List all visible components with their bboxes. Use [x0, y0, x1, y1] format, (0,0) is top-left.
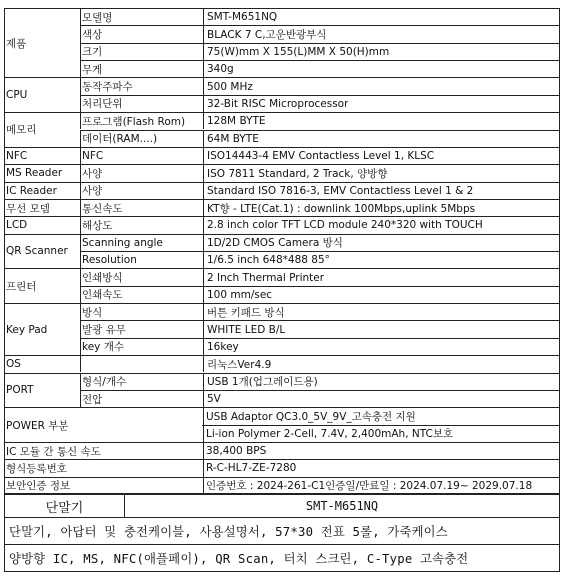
spec-row: [4, 8, 560, 25]
column-divider: [203, 26, 204, 42]
spec-group: MS Reader: [4, 164, 80, 181]
spec-item: 처리단위: [82, 98, 123, 111]
spec-row: [4, 216, 560, 233]
spec-value: 100 mm/sec: [207, 288, 273, 301]
spec-value: Standard ISO 7816-3, EMV Contactless Level 1 & 2: [207, 184, 474, 197]
spec-value: 인증번호 : 2024-261-C1인증일/만료일 : 2024.07.19~ 2029.07.18: [206, 480, 533, 493]
spec-item: 프로그램(Flash Rom): [82, 115, 186, 128]
spec-row: [4, 25, 560, 42]
column-divider: [203, 183, 204, 199]
column-divider: [80, 269, 81, 285]
spec-value: WHITE LED B/L: [207, 323, 286, 336]
spec-row: [4, 199, 560, 216]
spec-group: QR Scanner: [4, 234, 80, 269]
spec-item: 통신속도: [82, 202, 123, 215]
spec-row: [4, 60, 560, 77]
spec-group: PORT: [4, 373, 80, 408]
column-divider: [203, 478, 204, 494]
spec-row: [4, 164, 560, 181]
spec-value: Li-ion Polymer 2-Cell, 7.4V, 2,400mAh, NTC보호: [206, 428, 454, 441]
spec-group: 보안인증 정보: [4, 477, 202, 494]
column-divider: [80, 356, 81, 372]
spec-value: KT향 - LTE(Cat.1) : downlink 100Mbps,uplink 5Mbps: [207, 202, 476, 215]
column-divider: [203, 78, 204, 94]
spec-row: [4, 320, 560, 337]
column-divider: [80, 391, 81, 407]
column-divider: [203, 252, 204, 268]
spec-item: key 개수: [82, 341, 125, 354]
spec-row: [4, 355, 560, 372]
summary-header: [4, 494, 560, 518]
spec-value: 리눅스Ver4.9: [207, 358, 272, 371]
column-divider: [80, 61, 81, 77]
spec-group: 무선 모뎀: [4, 199, 80, 216]
column-divider: [203, 96, 204, 112]
spec-row: [4, 303, 560, 320]
column-divider: [203, 426, 204, 442]
spec-group: IC 모듈 간 통신 속도: [4, 442, 202, 459]
spec-item: 색상: [82, 29, 103, 42]
spec-row: [4, 390, 560, 407]
spec-item: 크기: [82, 46, 103, 59]
spec-group: Key Pad: [4, 303, 80, 355]
spec-value: 32-Bit RISC Microprocessor: [207, 97, 349, 110]
column-divider: [80, 78, 81, 94]
column-divider: [203, 61, 204, 77]
spec-value: BLACK 7 C,고운반광부식: [207, 29, 327, 42]
spec-value: 1/6.5 inch 648*488 85°: [207, 254, 330, 267]
spec-item: NFC: [82, 150, 104, 163]
spec-row: [4, 234, 560, 251]
spec-item: 전압: [82, 393, 103, 406]
spec-value: R-C-HL7-ZE-7280: [206, 462, 297, 475]
column-divider: [203, 287, 204, 303]
spec-group: 메모리: [4, 112, 80, 147]
column-divider: [203, 9, 204, 25]
column-divider: [203, 356, 204, 372]
spec-item: 동작주파수: [82, 81, 133, 94]
column-divider: [80, 321, 81, 337]
spec-item: 방식: [82, 306, 103, 319]
spec-item: 모델명: [82, 11, 113, 24]
spec-value: ISO 7811 Standard, 2 Track, 양방향: [207, 167, 388, 180]
spec-row: [4, 373, 560, 390]
spec-row: [4, 286, 560, 303]
column-divider: [80, 9, 81, 25]
spec-value: 64M BYTE: [207, 132, 259, 145]
spec-group: POWER 부분: [4, 407, 202, 442]
column-divider: [80, 113, 81, 129]
spec-item: 형식/개수: [82, 376, 127, 389]
column-divider: [80, 26, 81, 42]
summary-title: 단말기: [5, 495, 125, 517]
spec-group: 형식등록번호: [4, 459, 202, 476]
column-divider: [203, 408, 204, 424]
column-divider: [80, 183, 81, 199]
column-divider: [80, 339, 81, 355]
spec-row: [4, 95, 560, 112]
spec-item: Resolution: [82, 254, 137, 267]
spec-item: 데이터(RAM....): [82, 133, 158, 146]
spec-group: LCD: [4, 216, 80, 233]
column-divider: [203, 131, 204, 147]
column-divider: [203, 165, 204, 181]
column-divider: [80, 217, 81, 233]
spec-row: [4, 251, 560, 268]
spec-item: 인쇄방식: [82, 272, 123, 285]
column-divider: [80, 252, 81, 268]
column-divider: [203, 391, 204, 407]
summary-model: SMT-M651NQ: [305, 499, 379, 513]
column-divider: [203, 443, 204, 459]
column-divider: [80, 287, 81, 303]
spec-group: CPU: [4, 77, 80, 112]
spec-group: IC Reader: [4, 182, 80, 199]
spec-row: [4, 112, 560, 129]
column-divider: [203, 44, 204, 60]
column-divider: [80, 235, 81, 251]
spec-row: [4, 130, 560, 147]
spec-value: SMT-M651NQ: [207, 11, 278, 24]
column-divider: [203, 148, 204, 164]
column-divider: [80, 374, 81, 390]
spec-value: 2 Inch Thermal Printer: [207, 271, 325, 284]
spec-group: OS: [4, 355, 80, 372]
spec-item: 무게: [82, 63, 103, 76]
column-divider: [80, 148, 81, 164]
spec-value: ISO14443-4 EMV Contactless Level 1, KLSC: [207, 150, 435, 163]
column-divider: [203, 217, 204, 233]
column-divider: [203, 200, 204, 216]
spec-row: [4, 147, 560, 164]
column-divider: [80, 96, 81, 112]
column-divider: [203, 113, 204, 129]
spec-item: Scanning angle: [82, 236, 163, 249]
column-divider: [203, 339, 204, 355]
column-divider: [203, 235, 204, 251]
spec-value: 340g: [207, 63, 234, 76]
spec-value: USB 1개(업그레이드용): [207, 376, 318, 389]
spec-value: 38,400 BPS: [206, 445, 267, 458]
spec-value: 2.8 inch color TFT LCD module 240*320 with TOUCH: [207, 219, 483, 232]
spec-value: 75(W)mm X 155(L)MM X 50(H)mm: [207, 45, 390, 58]
column-divider: [80, 165, 81, 181]
spec-value: 1D/2D CMOS Camera 방식: [207, 237, 343, 250]
column-divider: [203, 304, 204, 320]
spec-value: 버튼 키패드 방식: [207, 306, 285, 319]
column-divider: [203, 374, 204, 390]
summary-features-line: 양방향 IC, MS, NFC(애플페이), QR Scan, 터치 스크린, C-Type 고속충전: [4, 545, 560, 572]
spec-row: [4, 77, 560, 94]
column-divider: [203, 460, 204, 476]
spec-row: [4, 43, 560, 60]
spec-item: 인쇄속도: [82, 289, 123, 302]
spec-item: 발광 유무: [82, 324, 126, 337]
column-divider: [203, 321, 204, 337]
spec-row: [4, 182, 560, 199]
column-divider: [80, 44, 81, 60]
spec-value: 5V: [207, 393, 221, 406]
column-divider: [80, 200, 81, 216]
column-divider: [80, 131, 81, 147]
spec-group: 제품: [4, 8, 80, 77]
spec-row: [4, 338, 560, 355]
column-divider: [203, 269, 204, 285]
spec-item: 해상도: [82, 219, 113, 232]
spec-group: NFC: [4, 147, 80, 164]
spec-item: 사양: [82, 167, 103, 180]
spec-row: [4, 268, 560, 285]
spec-value: USB Adaptor QC3.0_5V_9V_고속충전 지원: [206, 410, 416, 423]
spec-value: 128M BYTE: [207, 115, 266, 128]
column-divider: [80, 304, 81, 320]
summary-contents-line: 단말기, 아답터 및 충전케이블, 사용설명서, 57*30 전표 5롤, 가죽케이스: [4, 518, 560, 545]
spec-value: 16key: [207, 340, 239, 353]
spec-value: 500 MHz: [207, 80, 253, 93]
spec-item: 사양: [82, 185, 103, 198]
spec-sheet: [4, 8, 560, 576]
spec-group: 프린터: [4, 268, 80, 303]
